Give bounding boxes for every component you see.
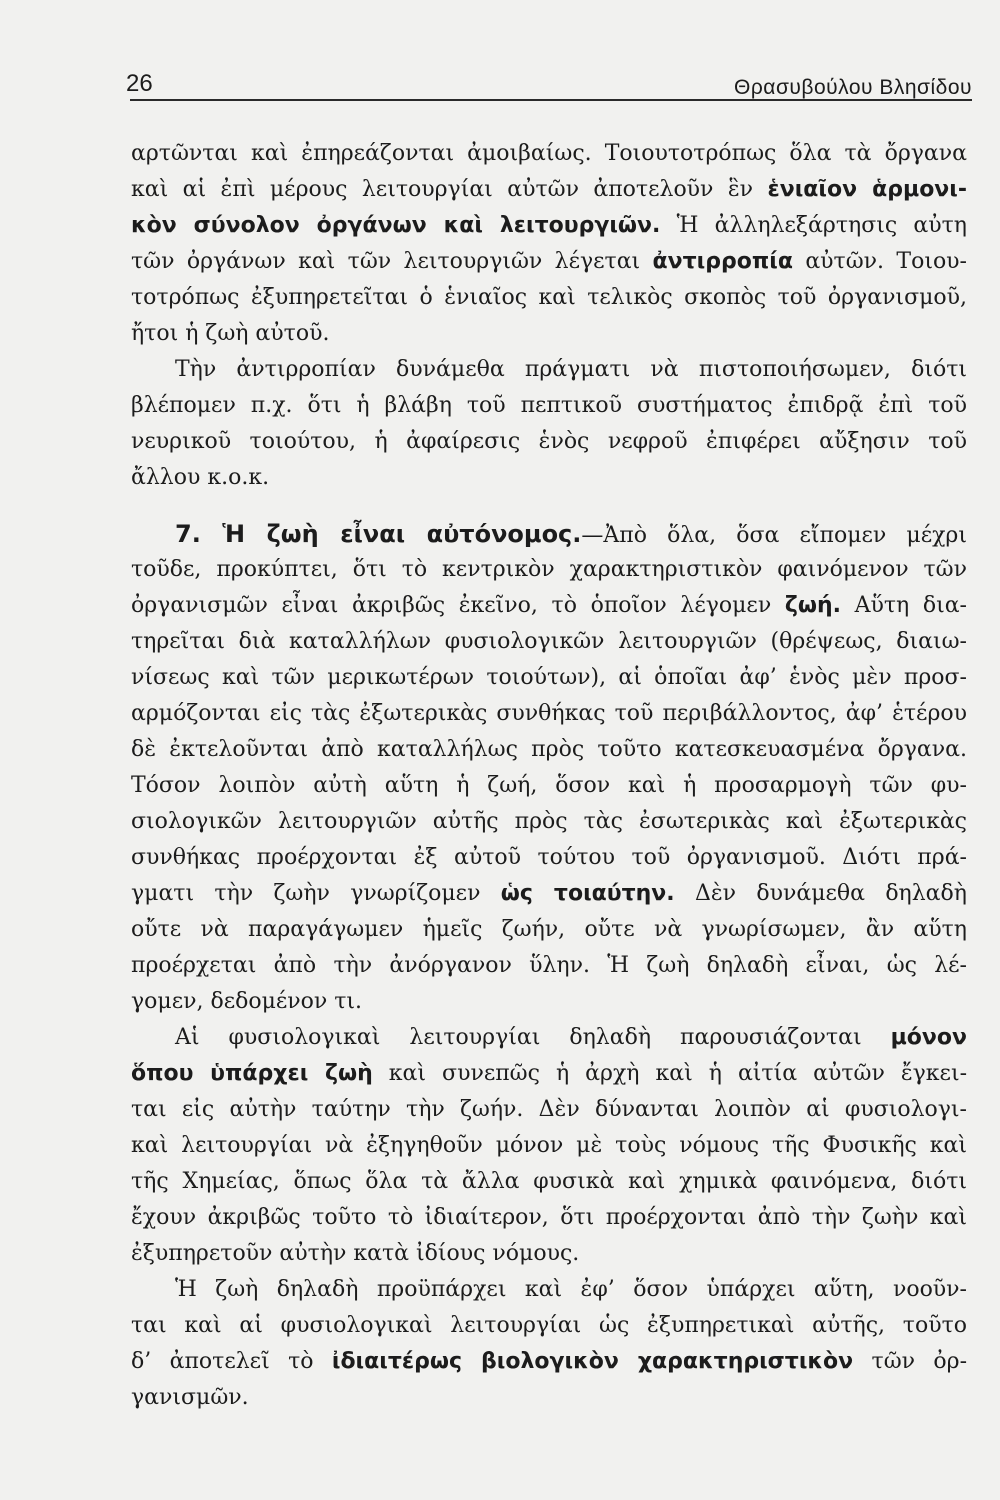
text-segment: ἤτοι ἡ ζωὴ αὐτοῦ. [131,321,330,346]
text-segment: νευρικοῦ τοιούτου, ἡ ἀφαίρεσις ἑνὸς νεφροῦ ἐπιφέρει αὔξησιν τοῦ [131,429,967,454]
running-head: Θρασυβούλου Βλησίδου [734,76,972,99]
text-segment: γομεν, δεδομένον τι. [131,989,363,1014]
text-segment: αὐτῶν. Τοιου- [792,249,967,274]
emphasized-term: κὸν σύνολον ὀργάνων καὶ λειτουργιῶν. [131,213,661,238]
text-segment: ὀργανισμῶν εἶναι ἀκριβῶς ἐκεῖνο, τὸ ὁποῖον λέγομεν [131,593,785,618]
text-segment: καὶ συνεπῶς ἡ ἀρχὴ καὶ ἡ αἰτία αὐτῶν ἔγκει- [372,1061,967,1086]
text-line [131,1128,967,1164]
text-segment: Αὕτη δια- [840,593,967,618]
text-segment: τῶν ὀργάνων καὶ τῶν λειτουργιῶν λέγεται [131,249,653,274]
text-line [131,424,967,460]
text-line [131,804,967,840]
text-segment: ἄλλου κ.ο.κ. [131,465,270,490]
emphasized-term: μόνον [890,1025,967,1050]
text-line [131,876,967,912]
text-segment: γματι τὴν ζωὴν γνωρίζομεν [131,881,501,906]
text-segment: καὶ λειτουργίαι νὰ ἐξηγηθοῦν μόνον μὲ τοὺς νόμους τῆς Φυσικῆς καὶ [131,1133,967,1158]
text-line [131,660,967,696]
text-line [131,948,967,984]
text-segment: οὔτε νὰ παραγάγωμεν ἡμεῖς ζωήν, οὔτε νὰ γνωρίσωμεν, ἂν αὕτη [131,917,967,942]
text-segment: ἐξυπηρετοῦν αὐτὴν κατὰ ἰδίους νόμους. [131,1241,580,1266]
text-segment: ται εἰς αὐτὴν ταύτην τὴν ζωήν. Δὲν δύνανται λοιπὸν αἱ φυσιολογι- [131,1097,967,1122]
text-segment: συνθήκας προέρχονται ἐξ αὐτοῦ τούτου τοῦ ὀργανισμοῦ. Διότι πρά- [131,845,967,870]
emphasized-term: ἰδιαιτέρως βιολογικὸν χαρακτηριστικὸν [331,1349,854,1374]
text-line [131,136,967,172]
text-segment: —Ἀπὸ ὅλα, ὅσα εἴπομεν μέχρι [581,523,967,548]
text-segment: τῶν ὀρ- [853,1349,967,1374]
body-text [131,136,967,1416]
text-segment: Ἡ ζωὴ δηλαδὴ προϋπάρχει καὶ ἐφ’ ὅσον ὑπάρχει αὕτη, νοοῦν- [175,1277,967,1302]
text-line [131,1236,967,1272]
text-line [131,912,967,948]
emphasized-term: ζωή. [784,593,841,618]
text-line [131,840,967,876]
text-line [131,1092,967,1128]
text-line [131,1164,967,1200]
text-line [131,1272,967,1308]
emphasized-term: ἀντιρροπία [652,249,793,274]
text-segment: βλέπομεν π.χ. ὅτι ἡ βλάβη τοῦ πεπτικοῦ συστήματος ἐπιδρᾷ ἐπὶ τοῦ [131,393,967,418]
text-line [131,208,967,244]
text-line [131,352,967,388]
text-segment: Αἱ φυσιολογικαὶ λειτουργίαι δηλαδὴ παρουσιάζονται [175,1025,891,1050]
text-segment: γανισμῶν. [131,1385,249,1410]
header-rule [130,99,972,101]
text-segment: καὶ αἱ ἐπὶ μέρους λειτουργίαι αὐτῶν ἀποτελοῦν ἓν [131,177,768,202]
section-heading-line [131,516,967,552]
text-segment: αρτῶνται καὶ ἐπηρεάζονται ἀμοιβαίως. Τοιουτοτρόπως ὅλα τὰ ὄργανα [131,141,967,166]
text-segment: ἔχουν ἀκριβῶς τοῦτο τὸ ἰδιαίτερον, ὅτι προέρχονται ἀπὸ τὴν ζωὴν καὶ [131,1205,967,1230]
text-segment: τῆς Χημείας, ὅπως ὅλα τὰ ἄλλα φυσικὰ καὶ χημικὰ φαινόμενα, διότι [131,1169,967,1194]
text-line [131,388,967,424]
text-line [131,624,967,660]
text-line [131,244,967,280]
text-line [131,316,967,352]
page-number: 26 [126,70,153,97]
text-segment: αρμόζονται εἰς τὰς ἐξωτερικὰς συνθήκας τοῦ περιβάλλοντος, ἀφ’ ἑτέρου [131,701,967,726]
text-segment: νίσεως καὶ τῶν μερικωτέρων τοιούτων), αἱ ὁποῖαι ἀφ’ ἑνὸς μὲν προσ- [131,665,967,690]
text-segment: τηρεῖται διὰ καταλλήλων φυσιολογικῶν λειτουργιῶν (θρέψεως, διαιω- [131,629,967,654]
text-line [131,460,967,496]
text-segment: δὲ ἐκτελοῦνται ἀπὸ καταλλήλως πρὸς τοῦτο κατεσκευασμένα ὄργανα. [131,737,967,762]
text-line [131,768,967,804]
text-line [131,1020,967,1056]
text-segment: τοῦδε, προκύπτει, ὅτι τὸ κεντρικὸν χαρακτηριστικὸν φαινόμενον τῶν [131,557,967,582]
text-segment: Δὲν δυνάμεθα δηλαδὴ [674,881,967,906]
text-segment: τοτρόπως ἐξυπηρετεῖται ὁ ἑνιαῖος καὶ τελικὸς σκοπὸς τοῦ ὀργανισμοῦ, [131,285,967,310]
text-line [131,1056,967,1092]
text-line [131,552,967,588]
text-segment: Τὴν ἀντιρροπίαν δυνάμεθα πράγματι νὰ πιστοποιήσωμεν, διότι [175,357,967,382]
emphasized-term: ὅπου ὑπάρχει ζωὴ [131,1061,373,1086]
section-gap [131,496,967,516]
text-segment: προέρχεται ἀπὸ τὴν ἀνόργανον ὕλην. Ἡ ζωὴ δηλαδὴ εἶναι, ὡς λέ- [131,953,967,978]
text-line [131,984,967,1020]
page-header [126,68,972,102]
text-line [131,172,967,208]
text-line [131,732,967,768]
text-line [131,1380,967,1416]
text-line [131,1344,967,1380]
text-line [131,1200,967,1236]
text-line [131,280,967,316]
emphasized-term: ὡς τοιαύτην. [500,881,675,906]
text-segment: ται καὶ αἱ φυσιολογικαὶ λειτουργίαι ὡς ἐξυπηρετικαὶ αὐτῆς, τοῦτο [131,1313,967,1338]
section-heading: 7. Ἡ ζωὴ εἶναι αὐτόνομος. [175,520,582,548]
text-segment: σιολογικῶν λειτουργιῶν αὐτῆς πρὸς τὰς ἐσωτερικὰς καὶ ἐξωτερικὰς [131,809,967,834]
text-line [131,696,967,732]
text-line [131,588,967,624]
emphasized-term: ἑνιαῖον ἁρμονι- [767,177,967,202]
text-line [131,1308,967,1344]
text-segment: Τόσον λοιπὸν αὐτὴ αὕτη ἡ ζωή, ὅσον καὶ ἡ προσαρμογὴ τῶν φυ- [131,773,967,798]
text-segment: δ’ ἀποτελεῖ τὸ [131,1349,332,1374]
text-segment: Ἡ ἀλληλεξάρτησις αὐτη [660,213,967,238]
